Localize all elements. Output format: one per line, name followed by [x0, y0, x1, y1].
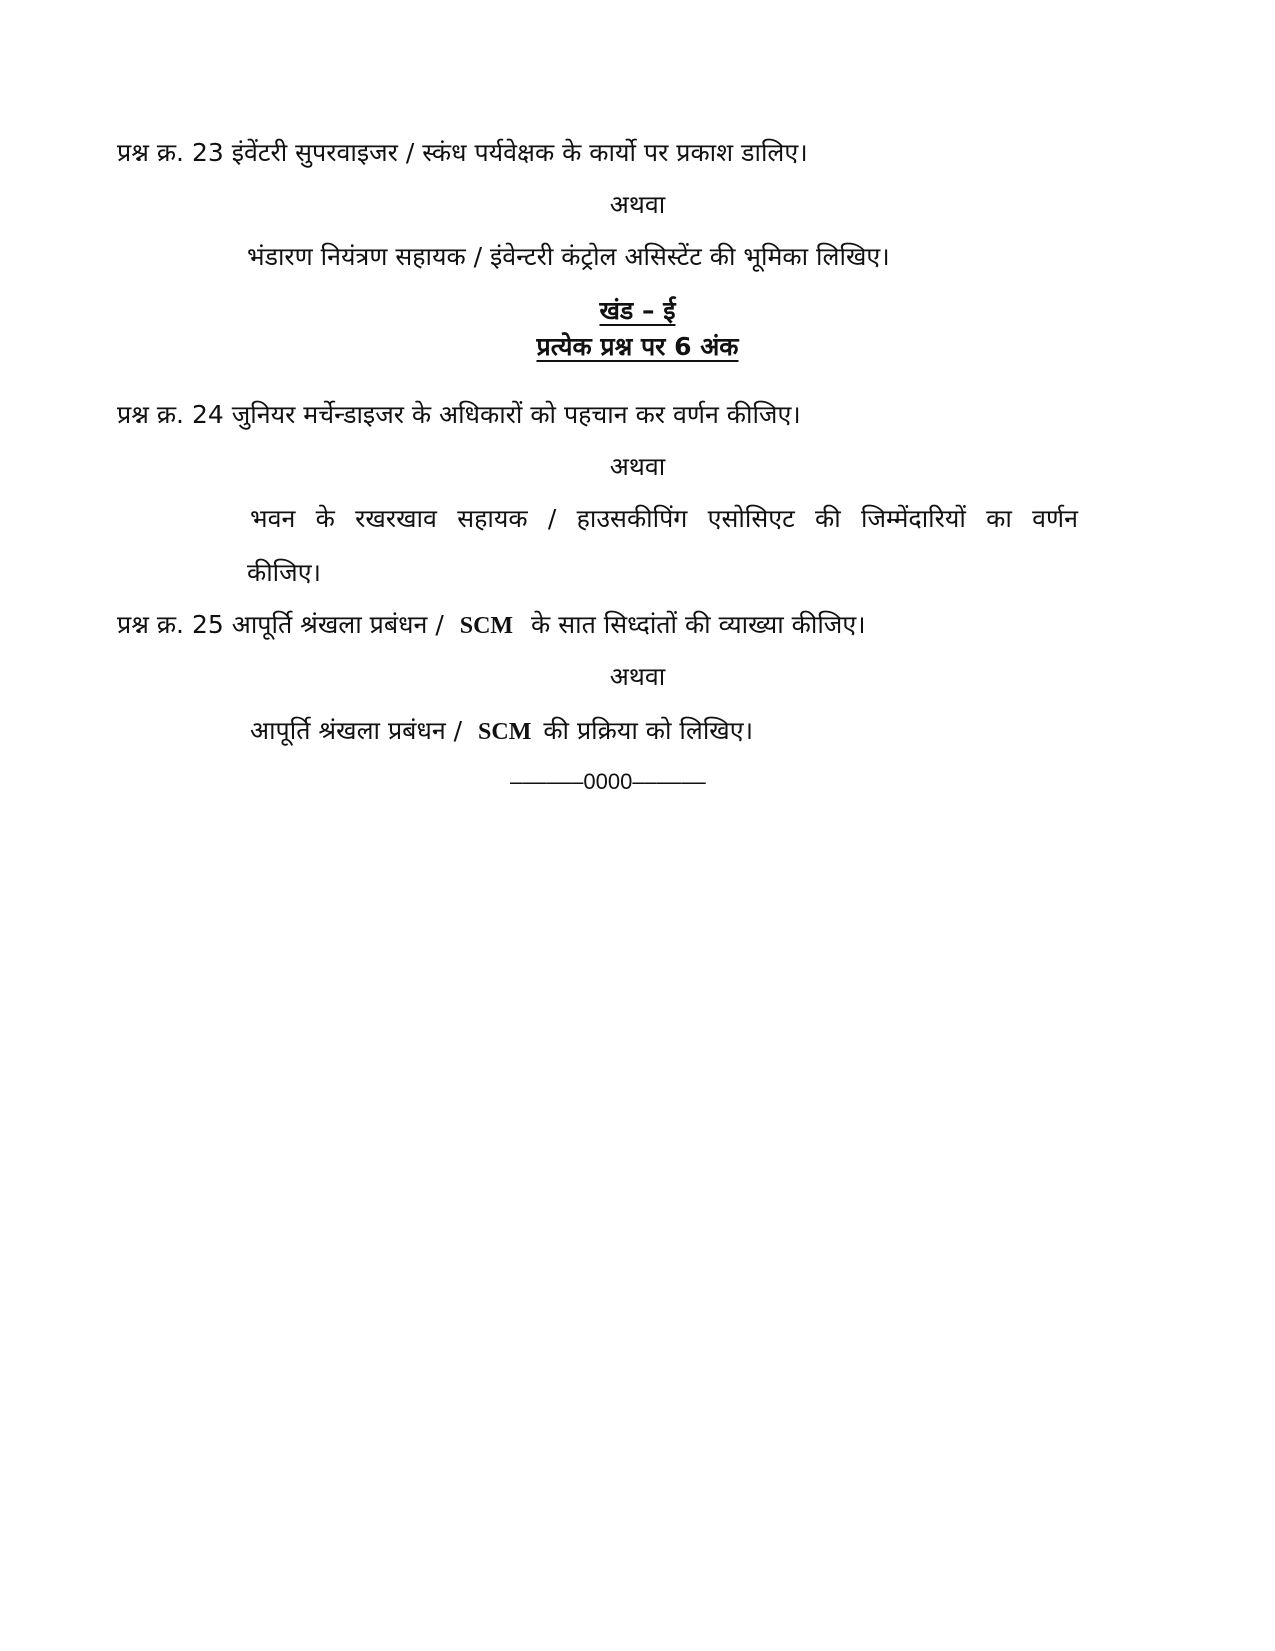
section-title: खंड – ई [599, 296, 676, 325]
question-24-alternative-line-1: भवन के रखरखाव सहायक / हाउसकीपिंग एसोसिएट की जिम्मेंदारियों का वर्णन [250, 504, 1078, 533]
question-25-alt-before: आपूर्ति श्रंखला प्रबंधन / [250, 716, 463, 745]
question-24-label: प्रश्न क्र. 24 [117, 400, 224, 429]
question-23-text: इंवेंटरी सुपरवाइजर / स्कंध पर्यवेक्षक के कार्यो पर प्रकाश डालिए। [231, 138, 808, 167]
question-25-or: अथवा [609, 662, 666, 691]
question-23-alternative: भंडारण नियंत्रण सहायक / इंवेन्टरी कंट्रोल असिस्टेंट की भूमिका लिखिए। [247, 242, 890, 271]
question-23-label: प्रश्न क्र. 23 [117, 138, 224, 167]
question-25-alt-abbreviation: SCM [478, 719, 532, 745]
question-24-or: अथवा [609, 452, 666, 481]
question-25-text-after: के सात सिध्दांतों की व्याख्या कीजिए। [531, 610, 866, 639]
section-subtitle: प्रत्येक प्रश्न पर 6 अंक [536, 332, 739, 361]
question-25-text-before: आपूर्ति श्रंखला प्रबंधन / [231, 610, 444, 639]
question-23-or: अथवा [609, 190, 666, 219]
question-24-alternative-line-2: कीजिए। [247, 558, 322, 587]
question-25-alt-after: की प्रक्रिया को लिखिए। [543, 716, 754, 745]
question-24-text: जुनियर मर्चेन्डाइजर के अधिकारों को पहचान कर वर्णन कीजिए। [231, 400, 801, 429]
question-25-abbreviation: SCM [459, 613, 514, 639]
question-23 [117, 136, 808, 170]
question-25-label: प्रश्न क्र. 25 [117, 610, 224, 639]
end-marker: ––––––0000–––––– [510, 769, 706, 794]
question-25-alternative [250, 714, 753, 749]
question-25 [117, 608, 866, 643]
question-24 [117, 398, 801, 432]
